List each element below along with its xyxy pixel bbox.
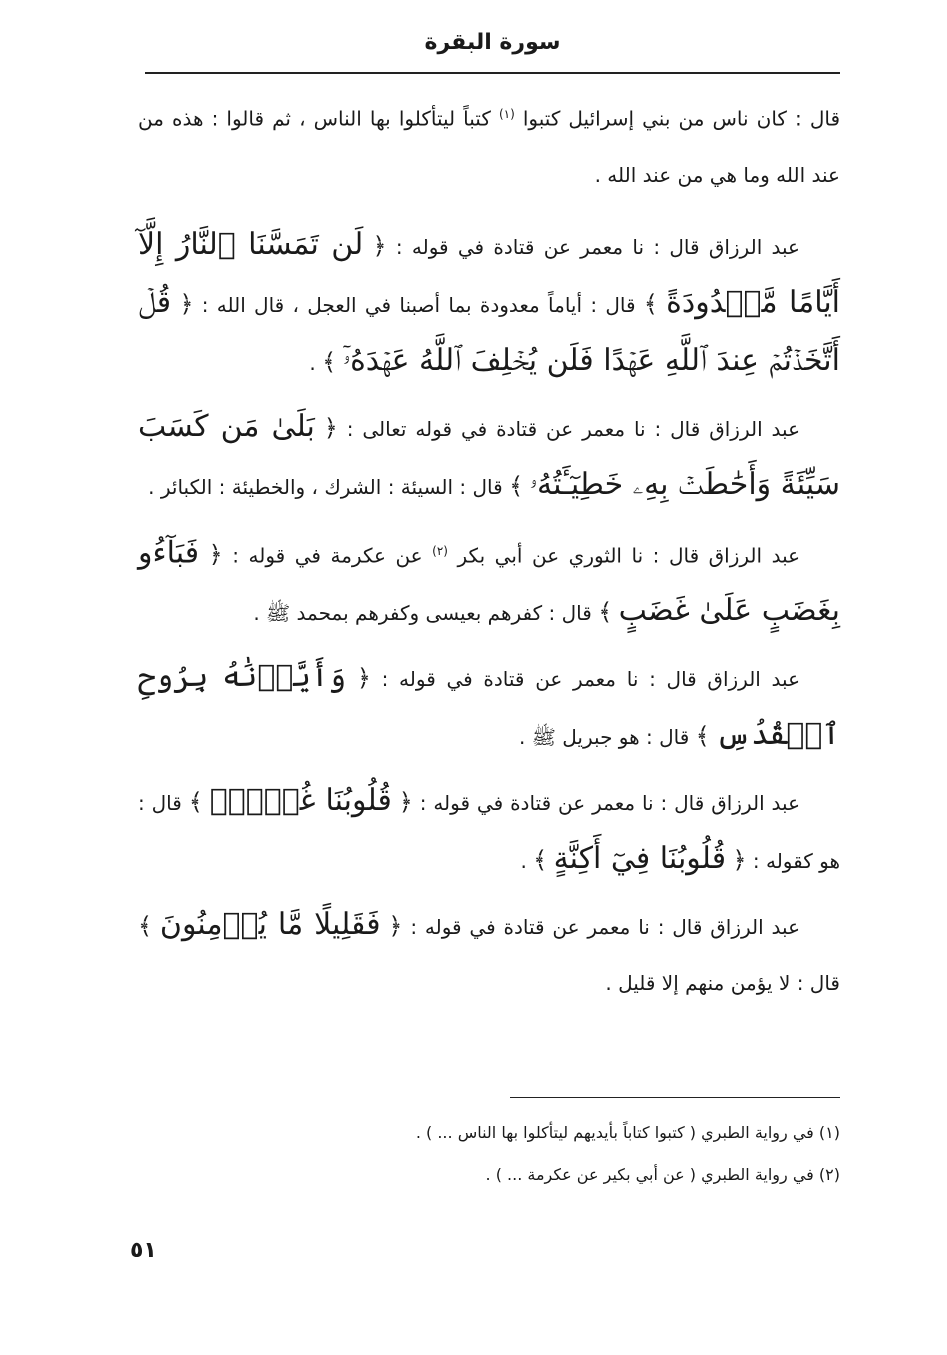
quran-bracket-close: ﴾ (322, 347, 337, 376)
paragraph (138, 217, 840, 391)
quran-bracket-open: ﴿ (179, 289, 194, 318)
page-number: ٥١ (130, 1238, 157, 1263)
paragraph (138, 773, 840, 889)
quran-verse: فَقَلِيلًا مَّا يُؤۡمِنُونَ (159, 907, 381, 943)
main-text (138, 86, 840, 1019)
quran-bracket-open: ﴿ (732, 846, 747, 875)
quran-bracket-open: ﴿ (388, 912, 403, 941)
quran-bracket-open: ﴿ (356, 664, 371, 693)
paragraph-text: قال : كان ناس من بني إسرائيل كتبوا (522, 106, 841, 131)
quran-bracket-close: ﴾ (188, 788, 203, 817)
page-header-title: سورة البقرة (424, 30, 561, 55)
commentary-text: قال : هو جبريل ﷺ . (519, 725, 690, 750)
footnote-1: (١) في رواية الطبري ( كتبوا كتاباً بأيديهم ليتأكلوا بها الناس ... ) . (415, 1123, 840, 1142)
narration-chain: عبد الرزاق قال : نا معمر عن قتادة في قوله : (381, 667, 801, 692)
sentence-end: . (520, 849, 527, 874)
narration-chain: عن عكرمة في قوله : (232, 543, 423, 568)
narration-chain: عبد الرزاق قال : نا معمر عن قتادة في قوله : (419, 791, 801, 816)
paragraph-text: كتباً ليتأكلوا بها الناس ، ثم قالوا : هذه من عند الله وما هي من عند الله . (138, 106, 840, 187)
commentary-text: قال : لا يؤمن منهم إلا قليل . (605, 971, 840, 996)
quran-verse: قُلُوبُنَا غُلۡفُۢ (209, 783, 392, 819)
paragraph (138, 897, 840, 1011)
quran-bracket-open: ﴿ (398, 788, 413, 817)
quran-verse: فَبَآءُو بِغَضَبٍ عَلَىٰ غَضَبٍ (138, 535, 840, 629)
narration-chain: عبد الرزاق قال : نا الثوري عن أبي بكر (457, 543, 801, 568)
footnote-2: (٢) في رواية الطبري ( عن أبي بكير عن عكرمة ... ) . (485, 1165, 840, 1184)
quran-verse: وَأَيَّدۡنَٰهُ بِرُوحِ ٱلۡقُدُسِ (138, 659, 840, 753)
paragraph (138, 399, 840, 515)
narration-chain: عبد الرزاق قال : نا معمر عن قتادة في قوله : (410, 915, 801, 940)
footnote-divider (510, 1097, 840, 1098)
footnotes (300, 1112, 840, 1196)
quran-bracket-open: ﴿ (372, 231, 387, 260)
quran-verse: قُلۡ أَتَّخَذۡتُمۡ عِندَ ٱللَّهِ عَهۡدًا فَلَن يُخۡلِفَ ٱللَّهُ عَهۡدَهُۥٓ (138, 284, 840, 378)
footnote-ref[interactable]: (١) (498, 107, 515, 121)
paragraph (138, 523, 840, 642)
quran-bracket-close: ﴾ (533, 846, 548, 875)
commentary-text: قال : السيئة : الشرك ، والخطيئة : الكبائر . (148, 474, 503, 499)
paragraph (138, 86, 840, 203)
quran-bracket-close: ﴾ (695, 722, 710, 751)
quran-verse: قُلُوبُنَا فِيٓ أَكِنَّةٍ (553, 841, 727, 877)
commentary-text: قال : كفرهم بعيسى وكفرهم بمحمد ﷺ . (253, 601, 592, 626)
quran-bracket-open: ﴿ (323, 413, 338, 442)
quran-bracket-open: ﴿ (208, 540, 223, 569)
quran-bracket-close: ﴾ (138, 912, 153, 941)
quran-bracket-close: ﴾ (643, 289, 658, 318)
sentence-end: . (309, 350, 316, 375)
narration-chain: عبد الرزاق قال : نا معمر عن قتادة في قوله : (395, 234, 800, 259)
quran-verse: لَن تَمَسَّنَا ٱلنَّارُ إِلَّآ أَيَّامًا مَّعۡدُودَةً (138, 226, 841, 320)
commentary-text: قال : هو كقوله : (138, 791, 840, 874)
header-divider (145, 72, 840, 74)
quran-bracket-close: ﴾ (598, 598, 613, 627)
quran-bracket-close: ﴾ (509, 471, 524, 500)
paragraph (138, 649, 840, 765)
quran-verse: بَلَىٰ مَن كَسَبَ سَيِّئَةً وَأَحَٰطَتۡ بِهِۦ خَطِيٓـَٔتُهُۥ (138, 408, 840, 502)
commentary-text: قال : أياماً معدودة بما أصبنا في العجل ، قال الله : (201, 292, 636, 317)
narration-chain: عبد الرزاق قال : نا معمر عن قتادة في قوله تعالى : (346, 416, 801, 441)
footnote-ref[interactable]: (٢) (432, 543, 448, 558)
